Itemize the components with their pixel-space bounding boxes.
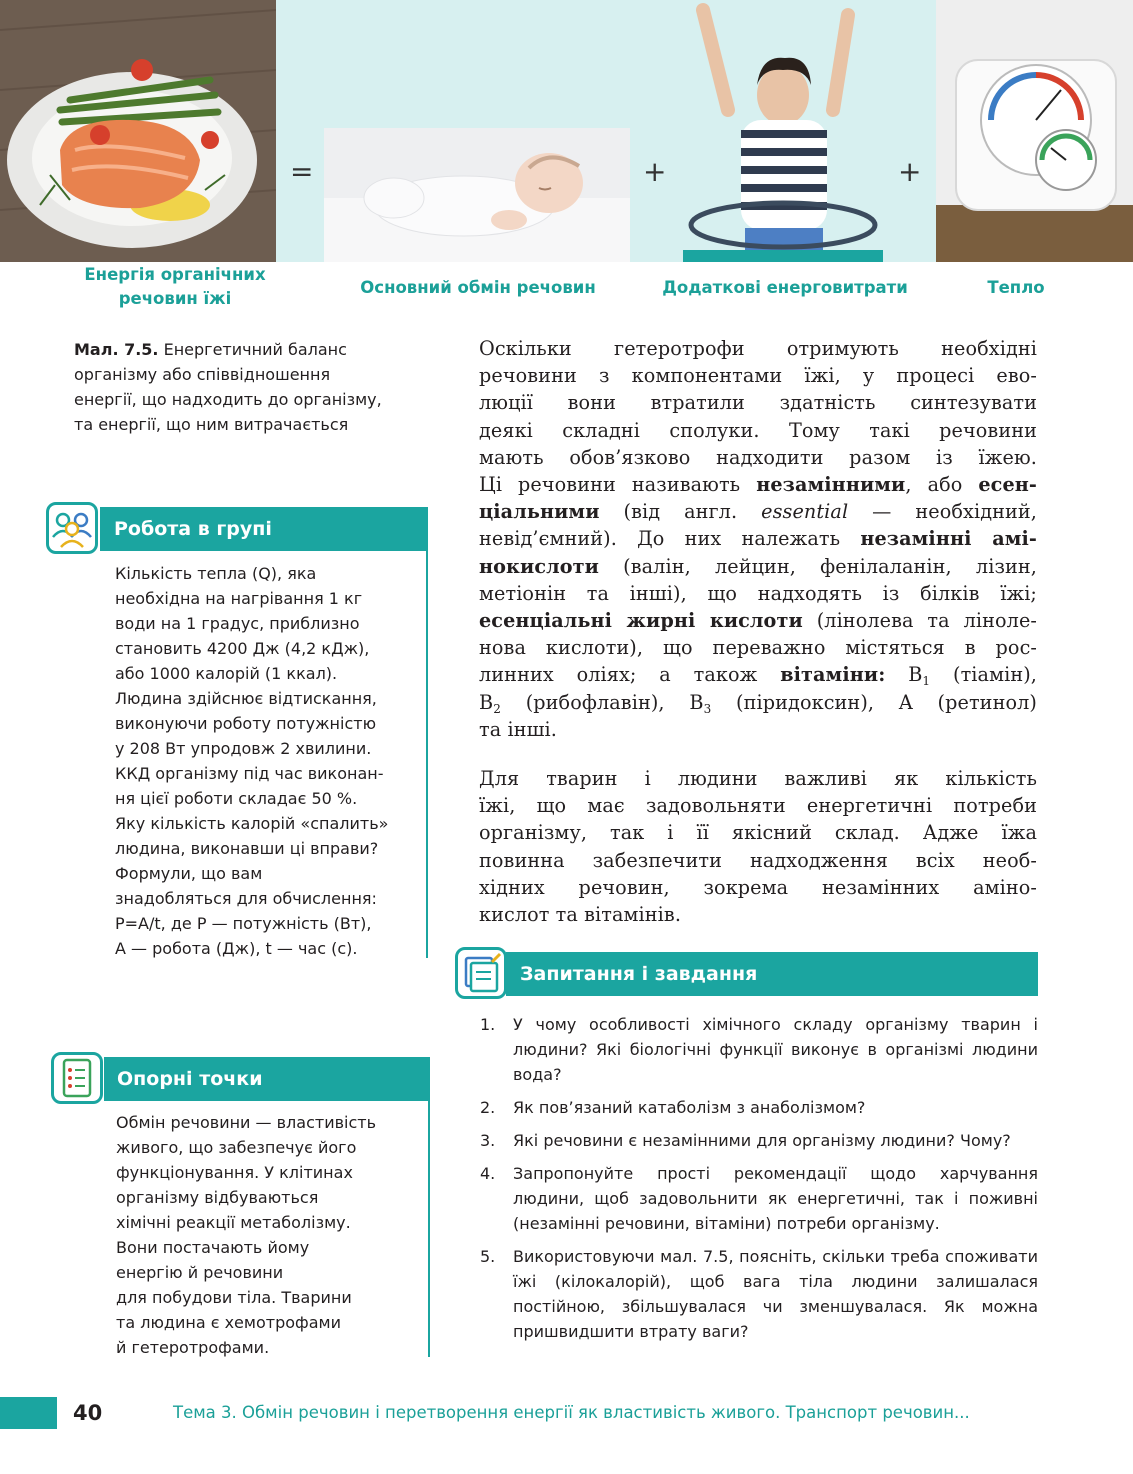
group-line: становить 4200 Дж (4,2 кДж), — [115, 639, 370, 658]
label-food-line1: Енергія органічних — [84, 265, 266, 284]
text-line: метіонін та інші), що надходять із білків їжі; — [479, 581, 1037, 605]
text-line: нова кислоти), що переважно містяться в рос- — [479, 636, 1037, 660]
term-bold: есенціальні жирні кислоти — [479, 609, 803, 633]
text-line: мають обов’язково надходити разом із їжею. — [479, 445, 1037, 469]
subscript: 2 — [493, 701, 501, 716]
label-food-line2: речовин їжі — [118, 289, 232, 308]
key-line: живого, що забезпечує його — [116, 1138, 357, 1157]
group-line: людина, виконавши ці вправи? — [115, 839, 379, 858]
group-line: виконуючи роботу потужністю — [115, 714, 377, 733]
questions-header: Запитання і завдання — [506, 952, 1038, 996]
hygrometer-illustration — [936, 0, 1133, 262]
text-line — [479, 553, 1037, 580]
question-text: Використовуючи мал. 7.5, поясніть, скільки треба споживати їжі (кілокалорій), щоб вага тіла людини залишалася постійною, збільшувалася чи зменшувалася. Як можна пришвидшити втрату ваги? — [513, 1247, 1038, 1341]
boy-hula-hoop-photo — [683, 0, 883, 262]
term-bold: вітаміни: — [780, 663, 886, 687]
term-bold: есен- — [978, 473, 1037, 497]
question-number: 5. — [480, 1247, 496, 1266]
salmon-dish-photo — [0, 0, 276, 262]
questions-icon-frame — [455, 947, 507, 999]
group-line: Яку кількість калорій «спалить» — [115, 814, 389, 833]
thermometer-photo — [936, 0, 1133, 262]
running-title: Тема 3. Обмін речовин і перетворення енергії як властивість живого. Транспорт речовин... — [173, 1403, 970, 1422]
label-extra-expenditure: Додаткові енерговитрати — [662, 278, 908, 297]
group-line: Кількість тепла (Q), яка — [115, 564, 317, 583]
text-line: Оскільки гетеротрофи отримують необхідні — [479, 337, 1037, 360]
key-line: та людина є хемотрофами — [116, 1313, 341, 1332]
key-line: й гетеротрофами. — [116, 1338, 270, 1357]
checklist-icon — [54, 1055, 100, 1101]
caption-line: та енергії, що ним витрачається — [74, 415, 349, 434]
text-run: — необхідний, — [848, 500, 1037, 524]
boy-hula-hoop-illustration — [683, 0, 883, 262]
text-run: (від англ. — [599, 500, 762, 524]
group-line: P=A/t, де P — потужність (Вт), — [115, 914, 372, 933]
page-number: 40 — [73, 1401, 103, 1425]
text-line: речовини з компонентами їжі, у процесі ево- — [479, 364, 1037, 388]
group-line: ККД організму під час виконан- — [115, 764, 384, 783]
question-item — [480, 1012, 1038, 1087]
group-work-header: Робота в групі — [100, 507, 428, 551]
text-line: та інші. — [479, 717, 557, 741]
text-run: (піридоксин), A (ретинол) — [711, 690, 1037, 714]
question-number: 4. — [480, 1164, 496, 1183]
question-item — [480, 1128, 1038, 1153]
label-food-energy — [60, 263, 290, 311]
group-line: необхідна на нагрівання 1 кг — [115, 589, 363, 608]
group-work-icon-frame — [46, 502, 98, 554]
group-work-text — [115, 561, 420, 961]
group-line: Формули, що вам — [115, 864, 263, 883]
group-line: у 208 Вт упродовж 2 хвилини. — [115, 739, 372, 758]
text-run: B — [885, 663, 923, 687]
question-text: У чому особливості хімічного складу організму тварин і людини? Які біологічні функції виконує в організмі людини вода? — [513, 1015, 1038, 1084]
text-run: Ці речовини називають — [479, 473, 757, 497]
text-line — [479, 498, 1037, 525]
group-line: A — робота (Дж), t — час (с). — [115, 939, 358, 958]
plus-sign: + — [643, 155, 667, 188]
key-points-icon-frame — [51, 1052, 103, 1104]
text-line — [479, 661, 1037, 688]
text-run: (лінолева та ліноле- — [802, 609, 1037, 633]
text-run: (тіамін), — [930, 663, 1038, 687]
text-run: (рибофлавін), B — [500, 690, 704, 714]
main-paragraph-1 — [479, 335, 1037, 743]
text-line: повинна забезпечити надходження всіх необ- — [479, 848, 1037, 872]
text-line — [479, 471, 1037, 498]
text-line: хідних речовин, зокрема незамінних аміно- — [479, 875, 1037, 899]
key-line: хімічні реакції метаболізму. — [116, 1213, 351, 1232]
group-line: або 1000 калорій (1 ккал). — [115, 664, 338, 683]
subscript: 3 — [703, 701, 712, 716]
text-line — [479, 689, 1037, 716]
sleeping-baby-photo — [324, 128, 630, 262]
question-item — [480, 1244, 1038, 1344]
term-italic: essential — [761, 500, 849, 524]
question-item — [480, 1095, 1038, 1120]
group-work-rule — [426, 551, 428, 958]
term-bold: незамінними — [756, 473, 906, 497]
key-line: Вони постачають йому — [116, 1238, 310, 1257]
label-heat: Тепло — [987, 278, 1045, 297]
group-line: ня цієї роботи складає 50 %. — [115, 789, 358, 808]
key-points-text — [116, 1110, 421, 1360]
main-paragraph-2 — [479, 765, 1037, 928]
term-bold: незамінні амі- — [860, 527, 1037, 551]
caption-line: організму або співвідношення — [74, 365, 331, 384]
key-line: Обмін речовини — властивість — [116, 1113, 377, 1132]
questions-list — [480, 1012, 1038, 1352]
notebook-pencil-icon — [458, 950, 504, 996]
question-text: Які речовини є незамінними для організму людини? Чому? — [513, 1131, 1011, 1150]
group-line: Людина здійснює відтискання, — [115, 689, 377, 708]
text-run: B — [479, 690, 494, 714]
text-run: , або — [905, 473, 979, 497]
footer-accent-bar — [0, 1397, 57, 1429]
key-line: організму відбуваються — [116, 1188, 319, 1207]
subscript: 1 — [922, 674, 931, 689]
text-line: люції вони втратили здатність синтезувати — [479, 391, 1037, 415]
label-basal-metabolism: Основний обмін речовин — [360, 278, 596, 297]
figure-band — [0, 0, 1133, 262]
caption-line: енергії, що надходить до організму, — [74, 390, 382, 409]
text-run: линних оліях; а також — [479, 663, 781, 687]
group-line: знадобляться для обчислення: — [115, 889, 377, 908]
text-line — [479, 525, 1037, 552]
text-run: (валін, лейцин, фенілаланін, лізин, — [598, 554, 1037, 578]
caption-line: Енергетичний баланс — [163, 340, 347, 359]
question-text: Як пов’язаний катаболізм з анаболізмом? — [513, 1098, 866, 1117]
text-run: невід’ємний). До них належать — [479, 527, 861, 551]
text-line: кислот та вітамінів. — [479, 903, 682, 927]
key-line: енергію й речовини — [116, 1263, 284, 1282]
text-line: деякі складні сполуки. Тому такі речовини — [479, 418, 1037, 442]
key-points-header: Опорні точки — [104, 1057, 430, 1101]
key-line: функціонування. У клітинах — [116, 1163, 353, 1182]
question-text: Запропонуйте прості рекомендації щодо харчування людини, щоб задовольнити як енергетичні, так і поживні (незамінні речовини, вітаміни) потреби організму. — [513, 1164, 1038, 1233]
text-line: організму, так і її якісний склад. Адже їжа — [479, 821, 1037, 845]
sleeping-baby-illustration — [324, 128, 630, 262]
question-number: 1. — [480, 1015, 496, 1034]
term-bold: ціальними — [479, 500, 600, 524]
key-line: для побудови тіла. Тварини — [116, 1288, 352, 1307]
group-line: води на 1 градус, приблизно — [115, 614, 360, 633]
salmon-dish-illustration — [0, 0, 276, 262]
question-item — [480, 1161, 1038, 1236]
text-line — [479, 607, 1037, 634]
figure-caption — [74, 337, 424, 437]
question-number: 2. — [480, 1098, 496, 1117]
text-line: їжі, що має задовольняти енергетичні потреби — [479, 794, 1037, 818]
question-number: 3. — [480, 1131, 496, 1150]
figure-ref: Мал. 7.5. — [74, 340, 159, 359]
people-group-icon — [49, 505, 95, 551]
key-points-rule — [428, 1101, 430, 1357]
equals-sign: = — [290, 155, 314, 188]
term-bold: нокислоти — [479, 554, 599, 578]
text-line: Для тварин і людини важливі як кількість — [479, 767, 1037, 790]
plus-sign-2: + — [898, 155, 922, 188]
